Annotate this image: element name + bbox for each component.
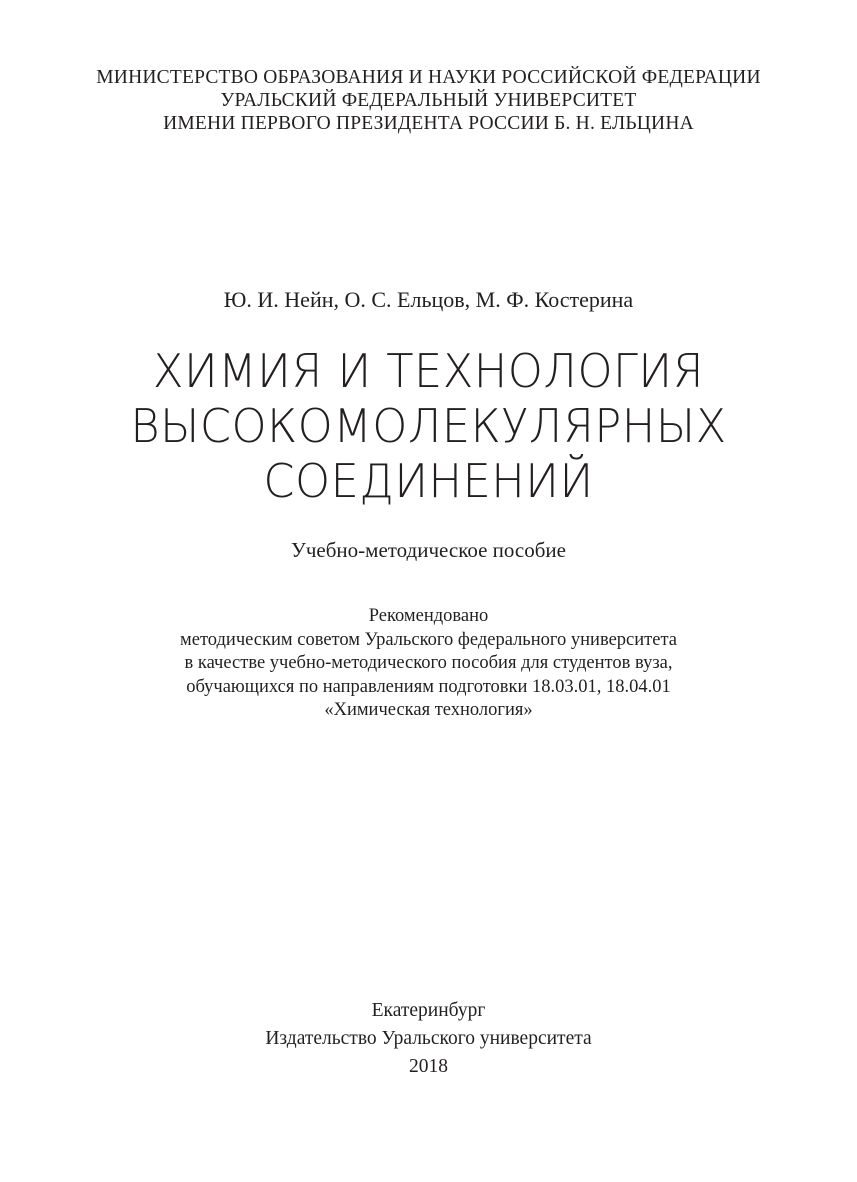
imprint — [0, 997, 857, 1081]
imprint-publisher: Издательство Уральского университета — [265, 1028, 592, 1049]
authors: Ю. И. Нейн, О. С. Ельцов, М. Ф. Костерина — [223, 287, 634, 312]
recommendation-line-3: в качестве учебно-методического пособия для студентов вуза, — [184, 653, 673, 673]
recommendation-line-5: «Химическая технология» — [324, 700, 533, 720]
recommendation-line-2: методическим советом Уральского федерального университета — [180, 629, 677, 650]
imprint-city: Екатеринбург — [371, 1000, 486, 1021]
university-name-line: ИМЕНИ ПЕРВОГО ПРЕЗИДЕНТА РОССИИ Б. Н. ЕЛЬЦИНА — [163, 113, 694, 134]
recommendation-block — [0, 605, 857, 723]
ministry-line: МИНИСТЕРСТВО ОБРАЗОВАНИЯ И НАУКИ РОССИЙСКОЙ ФЕДЕРАЦИИ — [96, 67, 761, 88]
title-line-2: ВЫСОКОМОЛЕКУЛЯРНЫХ — [130, 399, 727, 453]
title-line-3: СОЕДИНЕНИЙ — [263, 454, 594, 508]
recommendation-line-4: обучающихся по направлениям подготовки 18.03.01, 18.04.01 — [186, 676, 671, 697]
institution-header — [0, 66, 857, 135]
university-line: УРАЛЬСКИЙ ФЕДЕРАЛЬНЫЙ УНИВЕРСИТЕТ — [220, 90, 637, 111]
recommendation-line-1: Рекомендовано — [368, 606, 489, 626]
imprint-year: 2018 — [409, 1056, 448, 1077]
book-subtitle: Учебно-методическое пособие — [290, 538, 566, 562]
title-line-1: ХИМИЯ И ТЕХНОЛОГИЯ — [152, 344, 705, 398]
book-title — [13, 344, 844, 509]
